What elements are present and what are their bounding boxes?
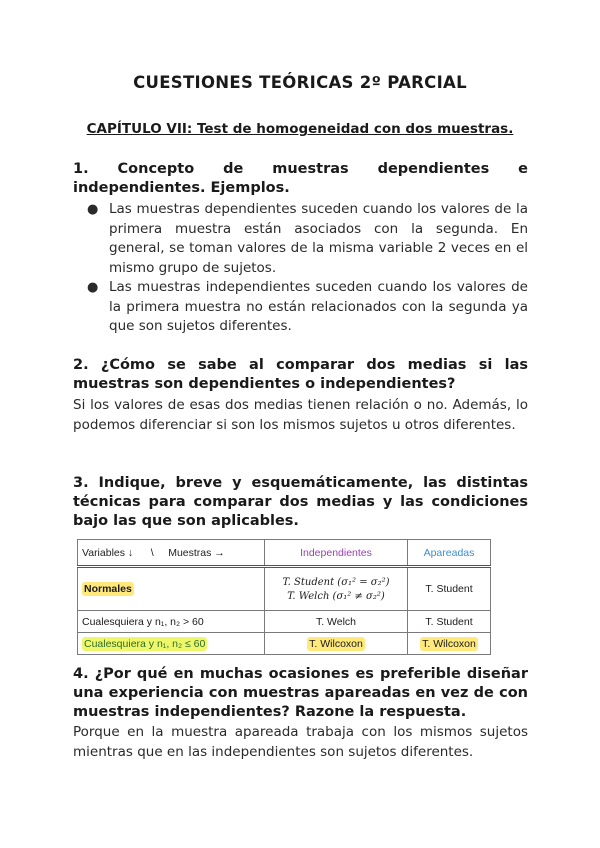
list-item — [73, 200, 528, 278]
question-4-answer: Porque en la muestra apareada trabaja con los mismos sujetos mientras que en las independientes son sujetos diferentes. — [73, 724, 528, 760]
header-variables: Variables ↓ — [82, 546, 134, 559]
chapter-heading: CAPÍTULO VII: Test de homogeneidad con dos muestras. — [86, 121, 514, 137]
row-apareadas-cell — [408, 633, 491, 655]
question-2-heading: 2. ¿Cómo se sabe al comparar dos medias si las muestras son dependientes o independientes? — [73, 357, 528, 392]
row-independientes-cell: T. Welch — [265, 611, 408, 633]
row-independientes-cell — [265, 633, 408, 655]
wilcoxon-ap: T. Wilcoxon — [422, 637, 476, 650]
header-slash: \ — [150, 546, 154, 559]
bullet-text: Las muestras independientes suceden cuando los valores de la primera muestra no están relacionados con la segunda ya que son sujetos diferentes. — [109, 279, 528, 334]
question-3-heading: 3. Indique, breve y esquemáticamente, las distintas técnicas para comparar dos medias y las condiciones bajo las que son aplicables. — [73, 475, 528, 529]
bullet-icon: ● — [87, 202, 99, 217]
row-label-cell — [78, 633, 265, 655]
row-apareadas-cell: T. Student — [408, 611, 491, 633]
comparison-table — [77, 539, 491, 655]
table-row — [78, 633, 491, 655]
table-row — [78, 611, 491, 633]
row-label-cualesquiera-menor: Cualesquiera y n₁, n₂ ≤ 60 — [84, 637, 206, 650]
question-1-bullet-list — [73, 200, 528, 337]
header-apareadas: Apareadas — [408, 540, 491, 567]
question-4-heading: 4. ¿Por qué en muchas ocasiones es preferible diseñar una experiencia con muestras apareadas en vez de con muestras independientes? Razone la respuesta. — [73, 666, 528, 720]
bullet-text: Las muestras dependientes suceden cuando los valores de la primera muestra están asociados con la segunda. En general, se toman valores de la misma variable 2 veces en el mismo grupo de sujetos. — [109, 201, 528, 276]
header-muestras: Muestras → — [168, 546, 225, 559]
t-welch-formula: T. Welch (σ₁² ≠ σ₂²) — [287, 590, 385, 602]
row-label-cualesquiera-mayor: Cualesquiera y n₁, n₂ > 60 — [78, 611, 265, 633]
question-1-heading: 1. Concepto de muestras dependientes e independientes. Ejemplos. — [73, 161, 528, 196]
header-variables-muestras — [78, 540, 265, 567]
header-independientes: Independientes — [265, 540, 408, 567]
wilcoxon-ind: T. Wilcoxon — [309, 637, 363, 650]
row-label-cell — [78, 567, 265, 611]
row-independientes-cell — [265, 567, 408, 611]
list-item — [73, 278, 528, 337]
table-header-row — [78, 540, 491, 567]
t-student-formula: T. Student (σ₁² = σ₂²) — [282, 576, 390, 588]
page-title: CUESTIONES TEÓRICAS 2º PARCIAL — [133, 73, 467, 92]
question-2-answer: Si los valores de esas dos medias tienen relación o no. Además, lo podemos diferenciar si son los mismos sujetos u otros diferentes. — [73, 397, 528, 433]
row-apareadas-cell: T. Student — [408, 567, 491, 611]
row-label-normales: Normales — [84, 583, 132, 595]
table-row — [78, 567, 491, 611]
bullet-icon: ● — [87, 280, 99, 295]
